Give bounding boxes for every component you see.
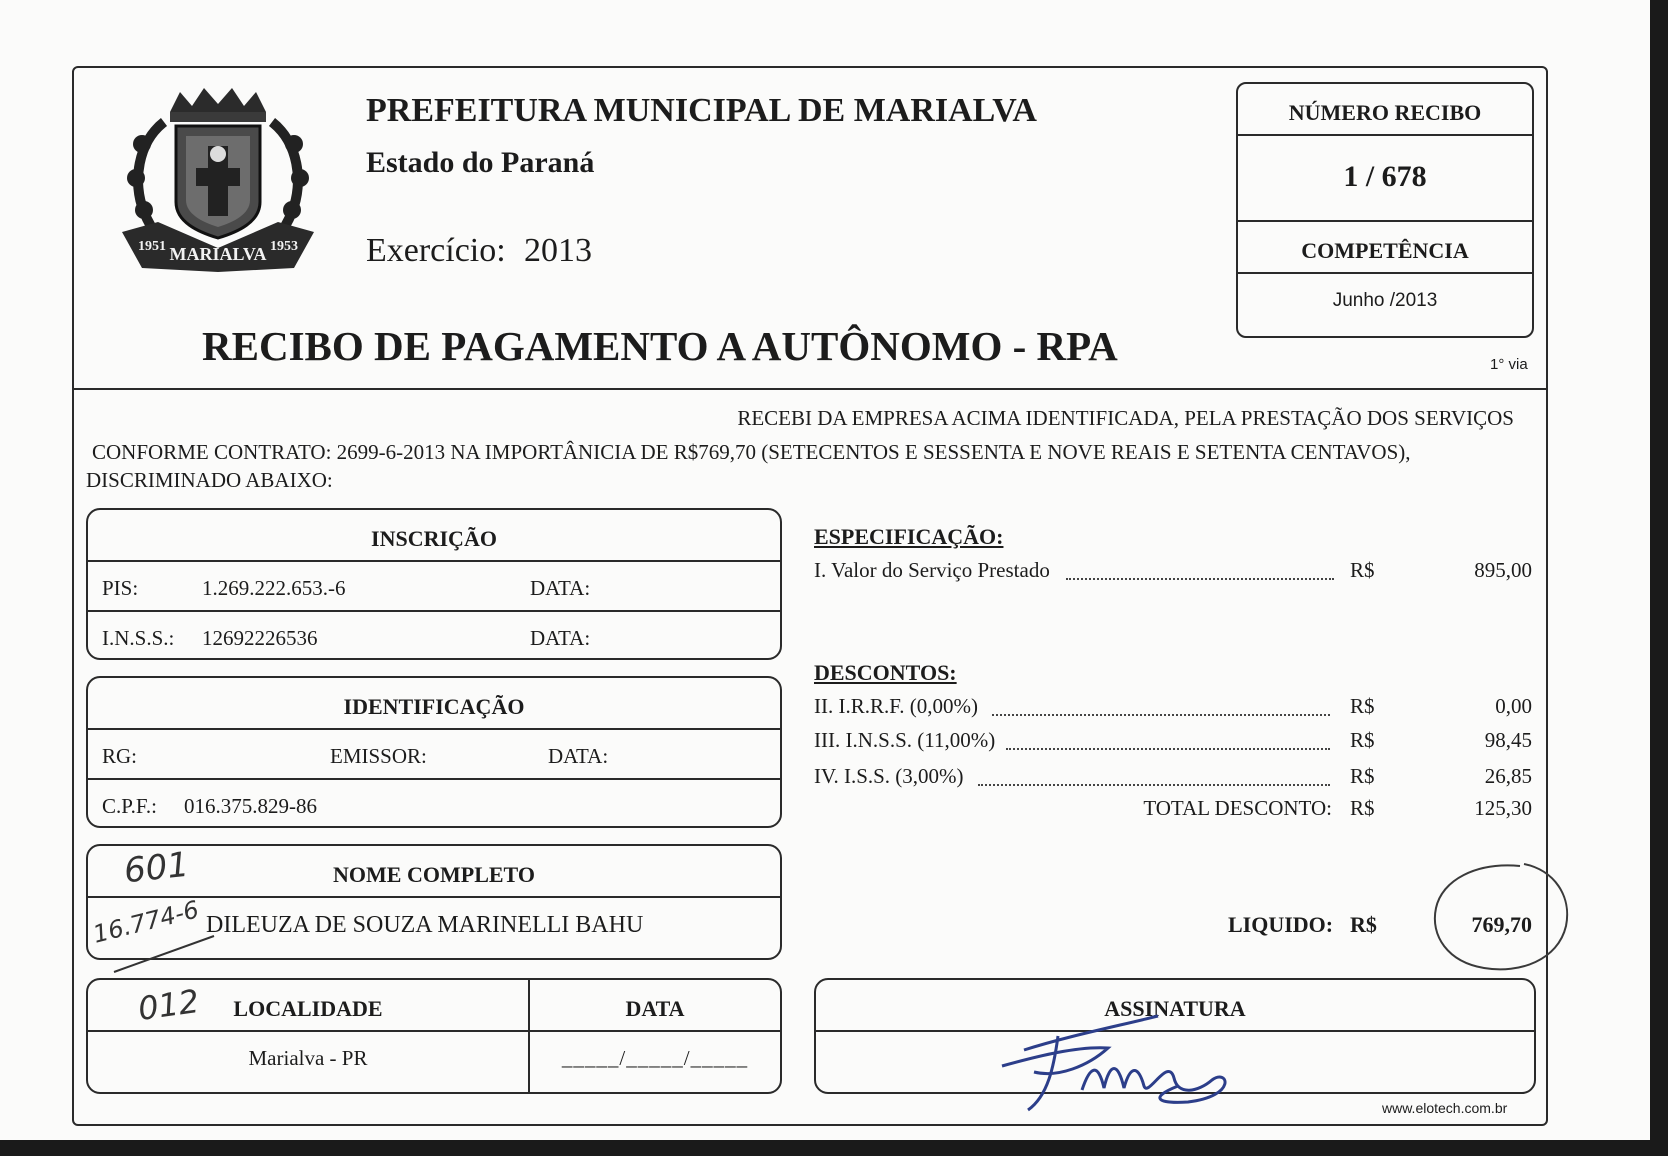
emissor-label: EMISSOR: — [330, 744, 427, 768]
seal-text: MARIALVA — [169, 244, 267, 264]
identificacao-box — [86, 676, 782, 828]
iss-value: 26,85 — [1484, 764, 1532, 788]
competencia-value: Junho /2013 — [1332, 290, 1438, 311]
liquido-label: LIQUIDO: — [1228, 912, 1334, 937]
liquido-currency: R$ — [1350, 912, 1377, 937]
rg-data-label: DATA: — [548, 744, 609, 768]
municipality-title: PREFEITURA MUNICIPAL DE MARIALVA — [366, 92, 1037, 129]
inss-desconto-value: 98,45 — [1484, 728, 1532, 752]
rg-label: RG: — [102, 744, 138, 768]
servico-label: I. Valor do Serviço Prestado — [814, 558, 1050, 582]
iss-currency: R$ — [1350, 764, 1375, 788]
inss-value: 12692226536 — [202, 626, 318, 650]
servico-value: 895,00 — [1474, 558, 1532, 582]
descontos-title: DESCONTOS: — [814, 660, 957, 685]
state-name: Estado do Paraná — [366, 146, 595, 179]
nome-title: NOME COMPLETO — [333, 862, 535, 887]
statement-line-3: DISCRIMINADO ABAIXO: — [86, 468, 333, 492]
inscricao-title: INSCRIÇÃO — [371, 526, 497, 551]
exercicio-label: Exercício: — [366, 232, 506, 269]
statement-line-1: RECEBI DA EMPRESA ACIMA IDENTIFICADA, PELA PRESTAÇÃO DOS SERVIÇOS — [737, 406, 1514, 430]
handwritten-circle-icon — [1424, 856, 1574, 978]
especificacao-title: ESPECIFICAÇÃO: — [814, 524, 1004, 549]
numero-value: 1 / 678 — [1343, 160, 1427, 193]
inss-data-label: DATA: — [530, 626, 591, 650]
assinatura-title: ASSINATURA — [1104, 996, 1246, 1021]
pis-value: 1.269.222.653.-6 — [202, 576, 346, 600]
irrf-value: 0,00 — [1495, 694, 1532, 718]
pis-data-label: DATA: — [530, 576, 591, 600]
cpf-value: 016.375.829-86 — [184, 794, 317, 818]
inss-desconto-currency: R$ — [1350, 728, 1375, 752]
nome-value: DILEUZA DE SOUZA MARINELLI BAHU — [206, 912, 644, 938]
receipt-number-box — [1236, 82, 1534, 338]
total-desconto-currency: R$ — [1350, 796, 1375, 820]
data-blank: _____/_____/_____ — [561, 1046, 749, 1070]
irrf-currency: R$ — [1350, 694, 1375, 718]
iss-label: IV. I.S.S. (3,00%) — [814, 764, 964, 788]
liquido-value: 769,70 — [1471, 912, 1532, 937]
inss-desconto-label: III. I.N.S.S. (11,00%) — [814, 728, 996, 752]
total-desconto-value: 125,30 — [1474, 796, 1532, 820]
identificacao-title: IDENTIFICAÇÃO — [343, 694, 525, 719]
seal-year-right: 1953 — [270, 239, 298, 254]
handwritten-601: 601 — [122, 844, 191, 892]
localidade-value: Marialva - PR — [248, 1046, 368, 1070]
document-title: RECIBO DE PAGAMENTO A AUTÔNOMO - RPA — [202, 323, 1118, 369]
numero-label: NÚMERO RECIBO — [1288, 100, 1482, 125]
competencia-label: COMPETÊNCIA — [1301, 238, 1469, 263]
statement-line-2: CONFORME CONTRATO: 2699-6-2013 NA IMPORTÂNICIA DE R$769,70 (SETECENTOS E SESSENTA E NOVE REAIS E SETENTA CENTAVOS), — [92, 440, 1411, 464]
inscricao-box — [86, 508, 782, 660]
footer-website: www.elotech.com.br — [1382, 1100, 1508, 1116]
seal-year-left: 1951 — [138, 239, 166, 254]
signature-icon — [998, 1006, 1258, 1118]
inss-label: I.N.S.S.: — [102, 626, 175, 650]
handwritten-code: 16.774-6 — [90, 895, 202, 949]
data-title: DATA — [625, 996, 685, 1021]
total-desconto-label: TOTAL DESCONTO: — [1143, 796, 1332, 820]
handwritten-012: 012 — [135, 981, 202, 1029]
via-label: 1° via — [1490, 356, 1528, 373]
coat-of-arms-icon — [118, 82, 318, 282]
cpf-label: C.P.F.: — [102, 794, 157, 818]
servico-currency: R$ — [1350, 558, 1375, 582]
localidade-title: LOCALIDADE — [233, 996, 383, 1021]
exercicio-value: 2013 — [524, 232, 592, 269]
handwritten-stroke-icon — [110, 930, 220, 976]
pis-label: PIS: — [102, 576, 139, 600]
irrf-label: II. I.R.R.F. (0,00%) — [814, 694, 978, 718]
